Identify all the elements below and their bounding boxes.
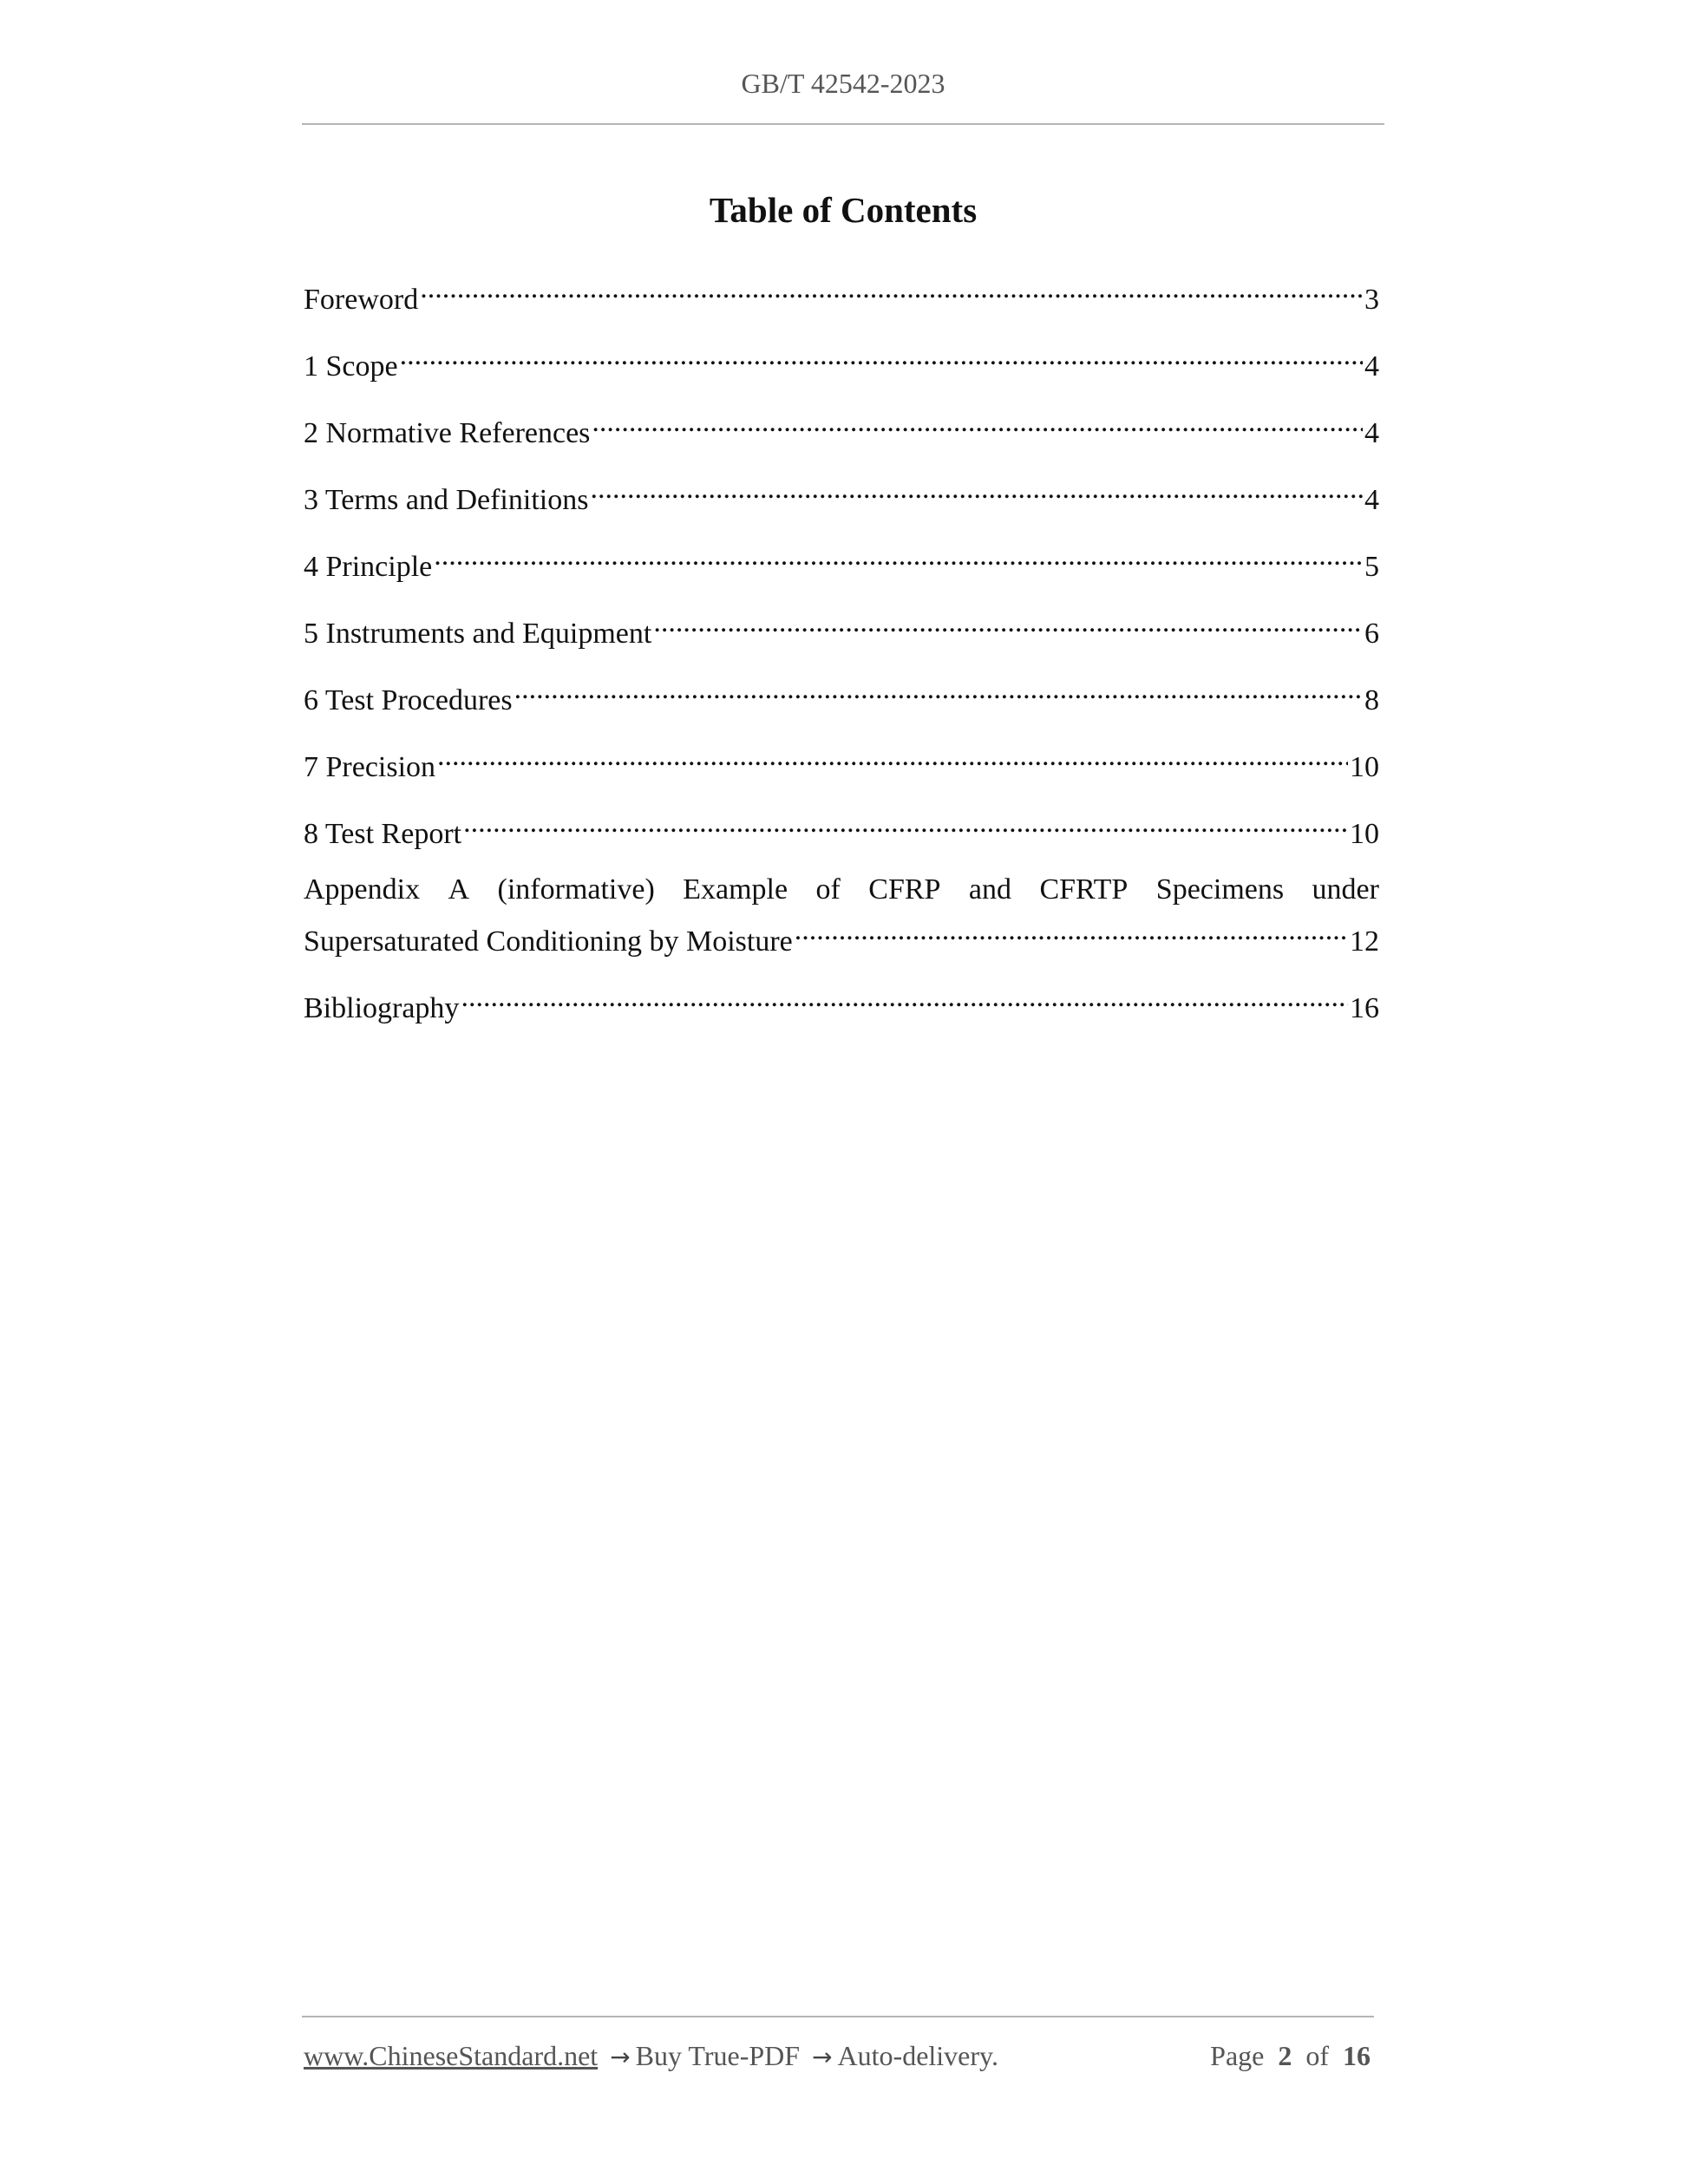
header-divider: [302, 123, 1384, 125]
footer-divider: [302, 2016, 1374, 2017]
page-total: 16: [1343, 2040, 1371, 2071]
toc-entry-label: Bibliography: [304, 992, 460, 1024]
right-arrow-icon: →: [812, 2043, 833, 2071]
toc-entry-foreword[interactable]: [304, 268, 1379, 320]
toc-entry-page: 5: [1364, 551, 1379, 583]
toc-entry-label: 4 Principle: [304, 551, 433, 583]
toc-entry-label: 1 Scope: [304, 350, 398, 383]
toc-word: CFRP: [868, 873, 941, 906]
toc-leader-dots: [653, 602, 1363, 643]
toc-word: CFRTP: [1039, 873, 1129, 906]
toc-word: A: [448, 873, 470, 906]
toc-entry-test-procedures[interactable]: [304, 669, 1379, 721]
toc-entry-page: 4: [1364, 350, 1379, 383]
toc-word: Example: [683, 873, 788, 906]
footer-step-buy: Buy True-PDF: [635, 2040, 801, 2071]
toc-entry-scope[interactable]: [304, 335, 1379, 387]
page-footer: [304, 2040, 1371, 2072]
toc-leader-dots: [434, 535, 1363, 576]
toc-entry-appendix-a[interactable]: [304, 869, 1379, 962]
toc-entry-page: 10: [1350, 751, 1379, 783]
toc-leader-dots: [590, 468, 1363, 509]
toc-entry-label: 8 Test Report: [304, 818, 462, 850]
toc-entry-page: 4: [1364, 417, 1379, 449]
toc-entry-label: 3 Terms and Definitions: [304, 484, 589, 516]
website-link[interactable]: www.ChineseStandard.net: [304, 2040, 599, 2071]
toc-entry-terms-and-definitions[interactable]: [304, 468, 1379, 520]
toc-entry-instruments-and-equipment[interactable]: [304, 602, 1379, 654]
toc-appendix-line-1: [304, 869, 1379, 910]
toc-word: of: [815, 873, 841, 906]
toc-appendix-line-2: [304, 910, 1379, 962]
toc-word: Appendix: [304, 873, 421, 906]
toc-entry-precision[interactable]: [304, 736, 1379, 788]
toc-entry-page: 8: [1364, 684, 1379, 716]
toc-word: (informative): [497, 873, 655, 906]
toc-leader-dots: [463, 802, 1348, 843]
toc-entry-test-report[interactable]: [304, 802, 1379, 854]
toc-entry-page: 16: [1350, 992, 1379, 1024]
toc-leader-dots: [514, 669, 1363, 709]
toc-entry-principle[interactable]: [304, 535, 1379, 587]
right-arrow-icon: →: [610, 2043, 631, 2071]
toc-entry-label: 7 Precision: [304, 751, 436, 783]
page-of-label: of: [1305, 2040, 1329, 2071]
page-current: 2: [1278, 2040, 1292, 2071]
toc-word: Specimens: [1155, 873, 1285, 906]
toc-title: Table of Contents: [709, 190, 978, 230]
footer-step-delivery: Auto-delivery.: [837, 2040, 998, 2071]
toc-entry-normative-references[interactable]: [304, 402, 1379, 454]
toc-leader-dots: [795, 910, 1348, 951]
toc-entry-page: 3: [1364, 284, 1379, 316]
toc-entry-label: 2 Normative References: [304, 417, 591, 449]
toc-leader-dots: [400, 335, 1363, 376]
toc-leader-dots: [461, 977, 1348, 1017]
toc-leader-dots: [420, 268, 1363, 309]
toc-entry-page: 6: [1364, 618, 1379, 650]
page-number: [1210, 2040, 1371, 2072]
page-header: GB/T 42542-2023: [741, 68, 945, 99]
toc-entry-label: Supersaturated Conditioning by Moisture: [304, 925, 793, 958]
toc-entry-page: 10: [1350, 818, 1379, 850]
toc-entry-bibliography[interactable]: [304, 977, 1379, 1029]
toc-leader-dots: [437, 736, 1348, 776]
toc-leader-dots: [592, 402, 1363, 442]
toc-entry-label: Foreword: [304, 284, 419, 316]
toc-entry-page: 12: [1350, 925, 1379, 958]
footer-promo: [304, 2040, 998, 2072]
page-label: Page: [1210, 2040, 1265, 2071]
toc-word: and: [968, 873, 1011, 906]
toc-entry-label: 5 Instruments and Equipment: [304, 618, 652, 650]
toc-entry-label: 6 Test Procedures: [304, 684, 513, 716]
table-of-contents: [304, 268, 1379, 1043]
toc-entry-page: 4: [1364, 484, 1379, 516]
toc-word: under: [1312, 873, 1379, 906]
